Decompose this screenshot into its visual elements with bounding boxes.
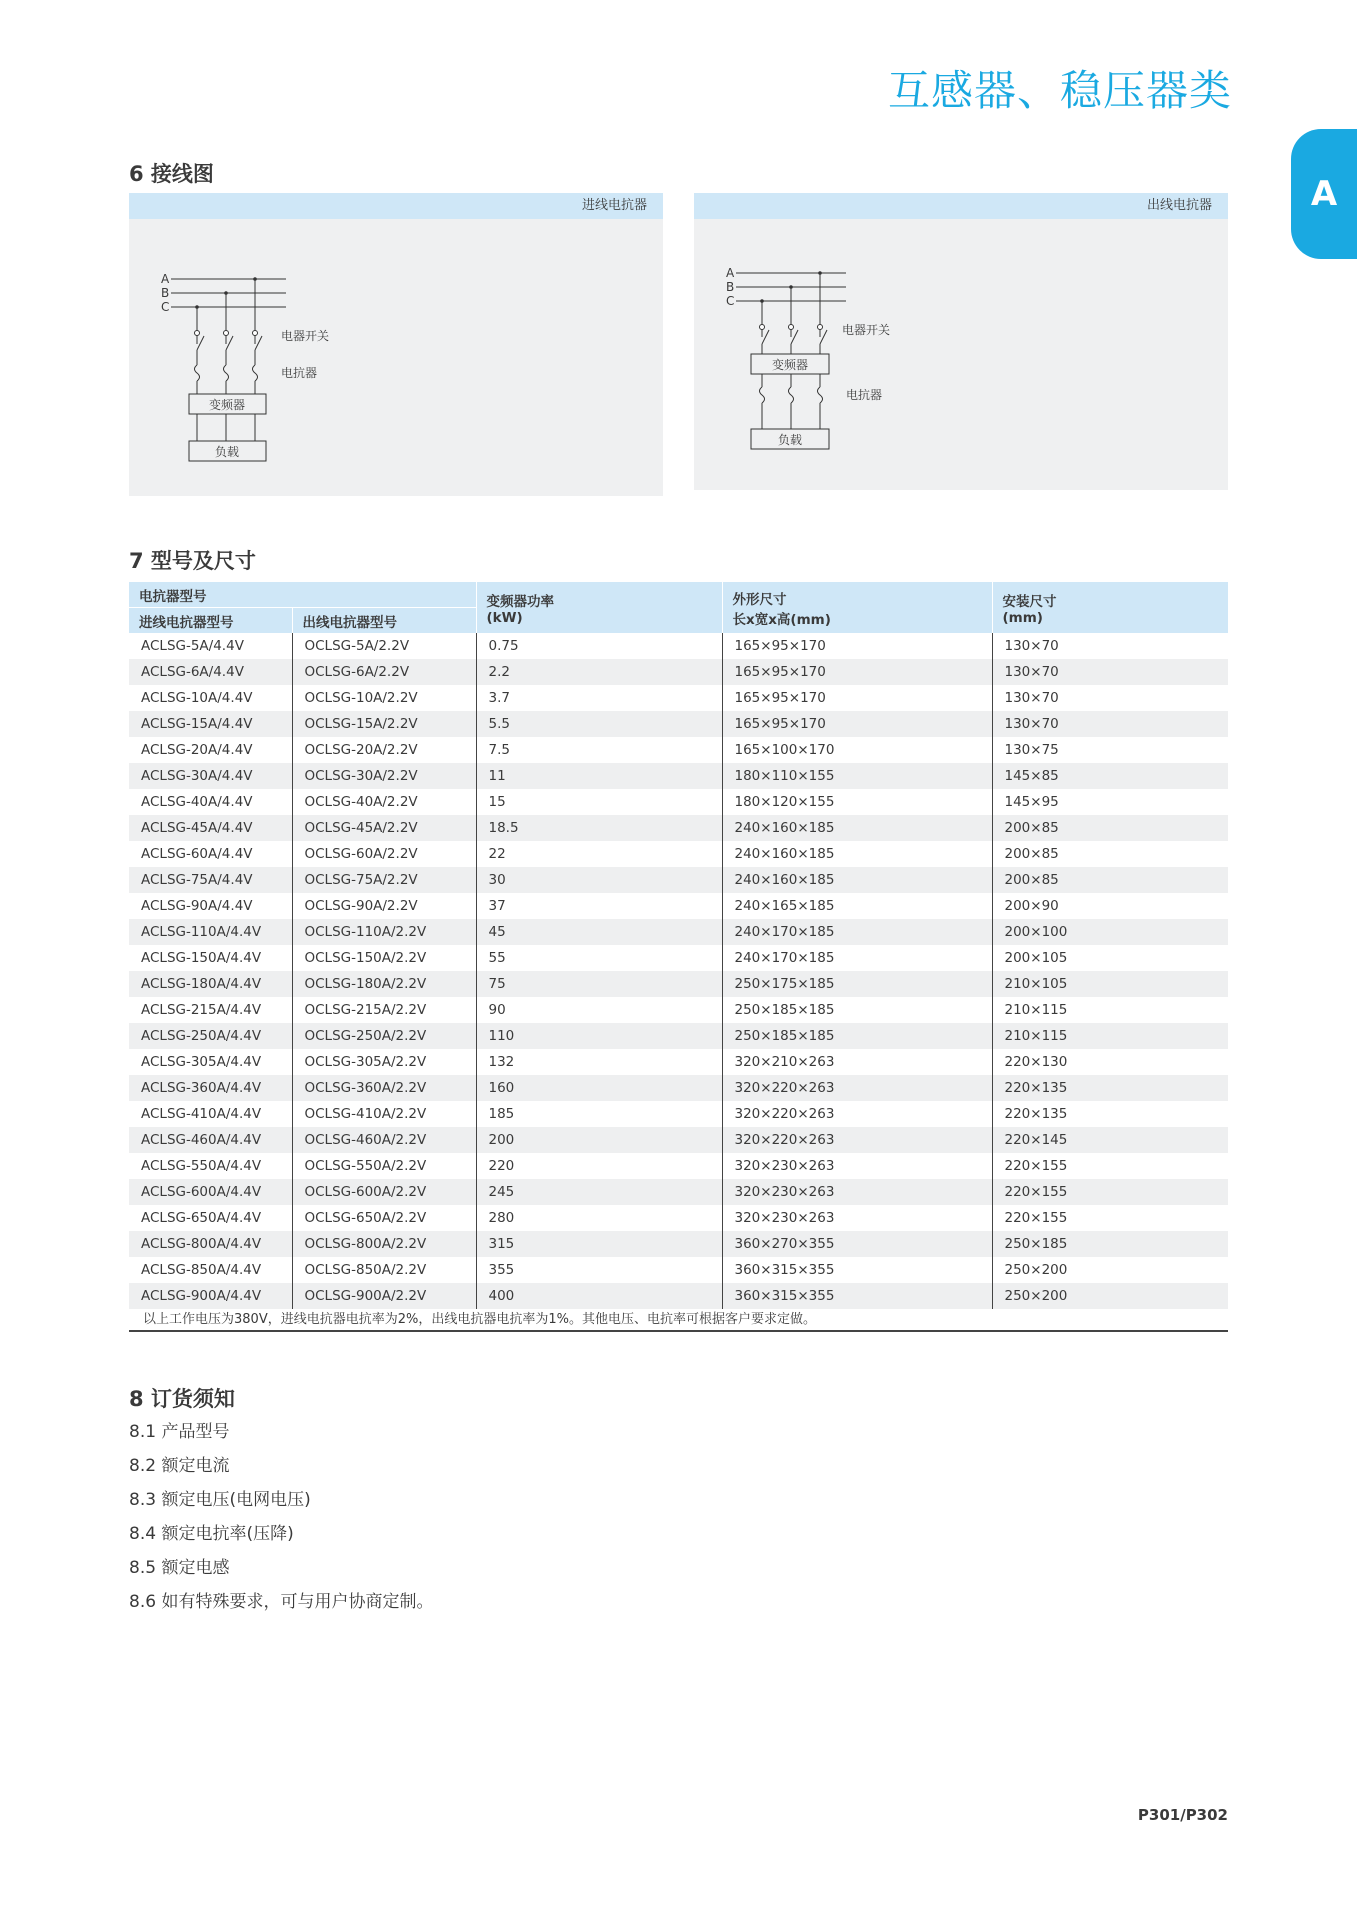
list-item: 8.6 如有特殊要求，可与用户协商定制。 bbox=[129, 1592, 434, 1612]
cell-power: 110 bbox=[476, 1023, 722, 1049]
cell-mount: 250×185 bbox=[992, 1231, 1228, 1257]
cell-outline: 165×95×170 bbox=[722, 685, 992, 711]
cell-in-model: ACLSG-215A/4.4V bbox=[129, 997, 292, 1023]
cell-mount: 220×135 bbox=[992, 1075, 1228, 1101]
cell-out-model: OCLSG-600A/2.2V bbox=[292, 1179, 476, 1205]
table-row bbox=[129, 1231, 1228, 1257]
cell-power: 22 bbox=[476, 841, 722, 867]
cell-outline: 320×230×263 bbox=[722, 1179, 992, 1205]
header-mount bbox=[992, 582, 1228, 633]
cell-outline: 165×95×170 bbox=[722, 711, 992, 737]
diagram-outgoing-title: 出线电抗器 bbox=[694, 193, 1228, 219]
cell-power: 160 bbox=[476, 1075, 722, 1101]
cell-outline: 240×160×185 bbox=[722, 867, 992, 893]
cell-mount: 210×105 bbox=[992, 971, 1228, 997]
cell-outline: 250×185×185 bbox=[722, 997, 992, 1023]
table-row bbox=[129, 1075, 1228, 1101]
load-label: 负载 bbox=[777, 433, 803, 447]
cell-outline: 360×315×355 bbox=[722, 1257, 992, 1283]
table-row bbox=[129, 1153, 1228, 1179]
cell-out-model: OCLSG-30A/2.2V bbox=[292, 763, 476, 789]
cell-in-model: ACLSG-10A/4.4V bbox=[129, 685, 292, 711]
header-outline-label: 外形尺寸 bbox=[732, 591, 787, 608]
table-row bbox=[129, 1205, 1228, 1231]
table-row bbox=[129, 919, 1228, 945]
cell-power: 245 bbox=[476, 1179, 722, 1205]
section-8-heading: 8 订货须知 bbox=[129, 1387, 235, 1411]
table-row bbox=[129, 815, 1228, 841]
table-row bbox=[129, 1127, 1228, 1153]
header-reactor-model: 电抗器型号 bbox=[129, 582, 476, 608]
cell-out-model: OCLSG-215A/2.2V bbox=[292, 997, 476, 1023]
cell-in-model: ACLSG-600A/4.4V bbox=[129, 1179, 292, 1205]
header-mount-unit: (mm) bbox=[1002, 609, 1043, 626]
table-row bbox=[129, 1179, 1228, 1205]
table-row bbox=[129, 1023, 1228, 1049]
cell-out-model: OCLSG-75A/2.2V bbox=[292, 867, 476, 893]
cell-power: 30 bbox=[476, 867, 722, 893]
cell-out-model: OCLSG-360A/2.2V bbox=[292, 1075, 476, 1101]
section-tab: A bbox=[1291, 129, 1357, 259]
cell-power: 90 bbox=[476, 997, 722, 1023]
cell-out-model: OCLSG-90A/2.2V bbox=[292, 893, 476, 919]
cell-power: 400 bbox=[476, 1283, 722, 1309]
cell-outline: 180×120×155 bbox=[722, 789, 992, 815]
cell-out-model: OCLSG-15A/2.2V bbox=[292, 711, 476, 737]
cell-power: 132 bbox=[476, 1049, 722, 1075]
phase-b-label: B bbox=[161, 286, 170, 300]
cell-in-model: ACLSG-150A/4.4V bbox=[129, 945, 292, 971]
cell-outline: 320×220×263 bbox=[722, 1101, 992, 1127]
cell-out-model: OCLSG-850A/2.2V bbox=[292, 1257, 476, 1283]
page-title: 互感器、稳压器类 bbox=[887, 66, 1232, 115]
header-in-model: 进线电抗器型号 bbox=[129, 608, 292, 634]
cell-outline: 165×95×170 bbox=[722, 633, 992, 659]
incoming-wiring-svg bbox=[129, 219, 663, 496]
cell-mount: 130×70 bbox=[1004, 638, 1059, 654]
cell-out-model: OCLSG-45A/2.2V bbox=[292, 815, 476, 841]
cell-mount: 250×200 bbox=[992, 1283, 1228, 1309]
cell-out-model: OCLSG-20A/2.2V bbox=[292, 737, 476, 763]
cell-mount: 145×85 bbox=[992, 763, 1228, 789]
cell-in-model: ACLSG-90A/4.4V bbox=[129, 893, 292, 919]
cell-in-model: ACLSG-75A/4.4V bbox=[129, 867, 292, 893]
cell-in-model: ACLSG-5A/4.4V bbox=[129, 633, 292, 659]
table-note: 以上工作电压为380V，进线电抗器电抗率为2%，出线电抗器电抗率为1%。其他电压、电抗率可根据客户要求定做。 bbox=[129, 1308, 1228, 1332]
list-item: 8.4 额定电抗率(压降) bbox=[129, 1524, 294, 1544]
cell-out-model: OCLSG-40A/2.2V bbox=[292, 789, 476, 815]
cell-power: 18.5 bbox=[476, 815, 722, 841]
section-6-heading: 6 接线图 bbox=[129, 162, 214, 186]
table-row bbox=[129, 711, 1228, 737]
cell-outline: 240×160×185 bbox=[722, 841, 992, 867]
phase-a-label: A bbox=[161, 272, 170, 286]
table-row bbox=[129, 1049, 1228, 1075]
cell-mount: 210×115 bbox=[992, 1023, 1228, 1049]
cell-in-model: ACLSG-250A/4.4V bbox=[129, 1023, 292, 1049]
cell-mount: 200×85 bbox=[992, 815, 1228, 841]
cell-outline: 360×315×355 bbox=[722, 1283, 992, 1309]
cell-outline: 180×110×155 bbox=[722, 763, 992, 789]
cell-outline: 320×220×263 bbox=[722, 1075, 992, 1101]
cell-out-model: OCLSG-250A/2.2V bbox=[292, 1023, 476, 1049]
list-item: 8.2 额定电流 bbox=[129, 1456, 230, 1476]
cell-mount: 145×95 bbox=[1004, 794, 1059, 810]
cell-in-model: ACLSG-800A/4.4V bbox=[129, 1231, 292, 1257]
cell-mount: 200×85 bbox=[1004, 846, 1059, 862]
cell-out-model: OCLSG-410A/2.2V bbox=[292, 1101, 476, 1127]
cell-in-model: ACLSG-180A/4.4V bbox=[129, 971, 292, 997]
cell-power: 55 bbox=[476, 945, 722, 971]
section-7-heading: 7 型号及尺寸 bbox=[129, 549, 256, 573]
cell-outline: 240×165×185 bbox=[722, 893, 992, 919]
phase-b-label: B bbox=[726, 280, 735, 294]
cell-outline: 165×95×170 bbox=[722, 659, 992, 685]
cell-mount: 220×130 bbox=[1004, 1054, 1068, 1070]
cell-mount: 250×200 bbox=[1004, 1262, 1068, 1278]
cell-out-model: OCLSG-150A/2.2V bbox=[292, 945, 476, 971]
cell-outline: 240×170×185 bbox=[722, 945, 992, 971]
cell-in-model: ACLSG-900A/4.4V bbox=[129, 1283, 292, 1309]
list-item: 8.3 额定电压(电网电压) bbox=[129, 1490, 311, 1510]
diagram-incoming-title: 进线电抗器 bbox=[129, 193, 663, 219]
cell-power: 280 bbox=[476, 1205, 722, 1231]
table-body bbox=[129, 633, 1228, 1309]
cell-mount: 220×155 bbox=[1004, 1158, 1068, 1174]
outgoing-wiring-svg bbox=[694, 219, 1228, 490]
list-item: 8.5 额定电感 bbox=[129, 1558, 230, 1578]
cell-power: 75 bbox=[476, 971, 722, 997]
cell-in-model: ACLSG-60A/4.4V bbox=[129, 841, 292, 867]
cell-outline: 240×170×185 bbox=[722, 919, 992, 945]
cell-power: 185 bbox=[476, 1101, 722, 1127]
cell-out-model: OCLSG-305A/2.2V bbox=[292, 1049, 476, 1075]
cell-out-model: OCLSG-5A/2.2V bbox=[292, 633, 476, 659]
table-row bbox=[129, 997, 1228, 1023]
cell-power: 2.2 bbox=[476, 659, 722, 685]
cell-power: 5.5 bbox=[476, 711, 722, 737]
cell-in-model: ACLSG-850A/4.4V bbox=[129, 1257, 292, 1283]
cell-out-model: OCLSG-110A/2.2V bbox=[292, 919, 476, 945]
cell-power: 11 bbox=[476, 763, 722, 789]
cell-in-model: ACLSG-6A/4.4V bbox=[129, 659, 292, 685]
cell-mount: 220×135 bbox=[1004, 1106, 1068, 1122]
cell-out-model: OCLSG-900A/2.2V bbox=[292, 1283, 476, 1309]
cell-in-model: ACLSG-40A/4.4V bbox=[129, 789, 292, 815]
page-number: P301/P302 bbox=[1137, 1806, 1228, 1824]
cell-out-model: OCLSG-800A/2.2V bbox=[292, 1231, 476, 1257]
table-row bbox=[129, 763, 1228, 789]
cell-out-model: OCLSG-180A/2.2V bbox=[292, 971, 476, 997]
cell-outline: 320×220×263 bbox=[722, 1127, 992, 1153]
cell-power: 355 bbox=[476, 1257, 722, 1283]
cell-power: 220 bbox=[476, 1153, 722, 1179]
table-row bbox=[129, 1257, 1228, 1283]
cell-power: 15 bbox=[476, 789, 722, 815]
cell-outline: 250×185×185 bbox=[722, 1023, 992, 1049]
header-power-label: 变频器功率 bbox=[486, 593, 554, 610]
cell-outline: 250×175×185 bbox=[722, 971, 992, 997]
switch-label: 电器开关 bbox=[842, 323, 891, 337]
cell-mount: 220×155 bbox=[1004, 1210, 1068, 1226]
cell-power: 3.7 bbox=[476, 685, 722, 711]
diagram-outgoing bbox=[694, 193, 1228, 490]
cell-in-model: ACLSG-15A/4.4V bbox=[129, 711, 292, 737]
header-power bbox=[476, 582, 722, 633]
cell-out-model: OCLSG-10A/2.2V bbox=[292, 685, 476, 711]
cell-outline: 165×100×170 bbox=[722, 737, 992, 763]
cell-in-model: ACLSG-20A/4.4V bbox=[129, 737, 292, 763]
cell-out-model: OCLSG-6A/2.2V bbox=[292, 659, 476, 685]
cell-out-model: OCLSG-460A/2.2V bbox=[292, 1127, 476, 1153]
cell-in-model: ACLSG-30A/4.4V bbox=[129, 763, 292, 789]
cell-in-model: ACLSG-650A/4.4V bbox=[129, 1205, 292, 1231]
table-row bbox=[129, 1283, 1228, 1309]
cell-power: 7.5 bbox=[476, 737, 722, 763]
cell-power: 0.75 bbox=[476, 633, 722, 659]
cell-mount: 210×115 bbox=[1004, 1002, 1068, 1018]
table-row bbox=[129, 893, 1228, 919]
header-outline-unit: 长x宽x高(mm) bbox=[732, 611, 831, 628]
header-out-model: 出线电抗器型号 bbox=[292, 608, 476, 634]
phase-a-label: A bbox=[726, 266, 735, 280]
table-row bbox=[129, 685, 1228, 711]
ordering-notes-list bbox=[129, 1415, 433, 1619]
cell-mount: 220×145 bbox=[992, 1127, 1228, 1153]
table-row bbox=[129, 841, 1228, 867]
cell-mount: 130×70 bbox=[992, 711, 1228, 737]
list-item: 8.1 产品型号 bbox=[129, 1422, 230, 1442]
cell-in-model: ACLSG-305A/4.4V bbox=[129, 1049, 292, 1075]
phase-c-label: C bbox=[726, 294, 735, 308]
cell-in-model: ACLSG-460A/4.4V bbox=[129, 1127, 292, 1153]
cell-outline: 240×160×185 bbox=[722, 815, 992, 841]
cell-power: 200 bbox=[476, 1127, 722, 1153]
cell-in-model: ACLSG-110A/4.4V bbox=[129, 919, 292, 945]
table-row bbox=[129, 867, 1228, 893]
cell-out-model: OCLSG-550A/2.2V bbox=[292, 1153, 476, 1179]
cell-mount: 130×70 bbox=[992, 659, 1228, 685]
load-label: 负载 bbox=[214, 445, 240, 459]
cell-in-model: ACLSG-550A/4.4V bbox=[129, 1153, 292, 1179]
table-row bbox=[129, 945, 1228, 971]
reactor-label: 电抗器 bbox=[281, 366, 318, 380]
header-mount-label: 安装尺寸 bbox=[1002, 593, 1057, 610]
cell-mount: 200×90 bbox=[1004, 898, 1059, 914]
table-row bbox=[129, 737, 1228, 763]
cell-out-model: OCLSG-60A/2.2V bbox=[292, 841, 476, 867]
cell-out-model: OCLSG-650A/2.2V bbox=[292, 1205, 476, 1231]
reactor-label: 电抗器 bbox=[846, 388, 883, 402]
cell-outline: 320×210×263 bbox=[722, 1049, 992, 1075]
table-row bbox=[129, 1101, 1228, 1127]
inverter-label: 变频器 bbox=[771, 358, 809, 372]
inverter-label: 变频器 bbox=[208, 398, 246, 412]
cell-in-model: ACLSG-45A/4.4V bbox=[129, 815, 292, 841]
cell-mount: 130×70 bbox=[1004, 690, 1059, 706]
table-row bbox=[129, 971, 1228, 997]
header-outline bbox=[722, 582, 992, 633]
model-size-table bbox=[129, 582, 1228, 1309]
cell-mount: 130×75 bbox=[1004, 742, 1059, 758]
cell-outline: 320×230×263 bbox=[722, 1153, 992, 1179]
cell-power: 45 bbox=[476, 919, 722, 945]
cell-in-model: ACLSG-360A/4.4V bbox=[129, 1075, 292, 1101]
cell-mount: 200×85 bbox=[992, 867, 1228, 893]
cell-mount: 220×155 bbox=[992, 1179, 1228, 1205]
table-row bbox=[129, 789, 1228, 815]
cell-mount: 200×105 bbox=[1004, 950, 1068, 966]
cell-outline: 320×230×263 bbox=[722, 1205, 992, 1231]
table-row bbox=[129, 633, 1228, 659]
cell-power: 315 bbox=[476, 1231, 722, 1257]
cell-in-model: ACLSG-410A/4.4V bbox=[129, 1101, 292, 1127]
diagram-incoming bbox=[129, 193, 663, 496]
cell-mount: 200×100 bbox=[992, 919, 1228, 945]
header-power-unit: (kW) bbox=[486, 609, 523, 626]
cell-outline: 360×270×355 bbox=[722, 1231, 992, 1257]
cell-power: 37 bbox=[476, 893, 722, 919]
phase-c-label: C bbox=[161, 300, 170, 314]
switch-label: 电器开关 bbox=[281, 329, 330, 343]
table-row bbox=[129, 659, 1228, 685]
